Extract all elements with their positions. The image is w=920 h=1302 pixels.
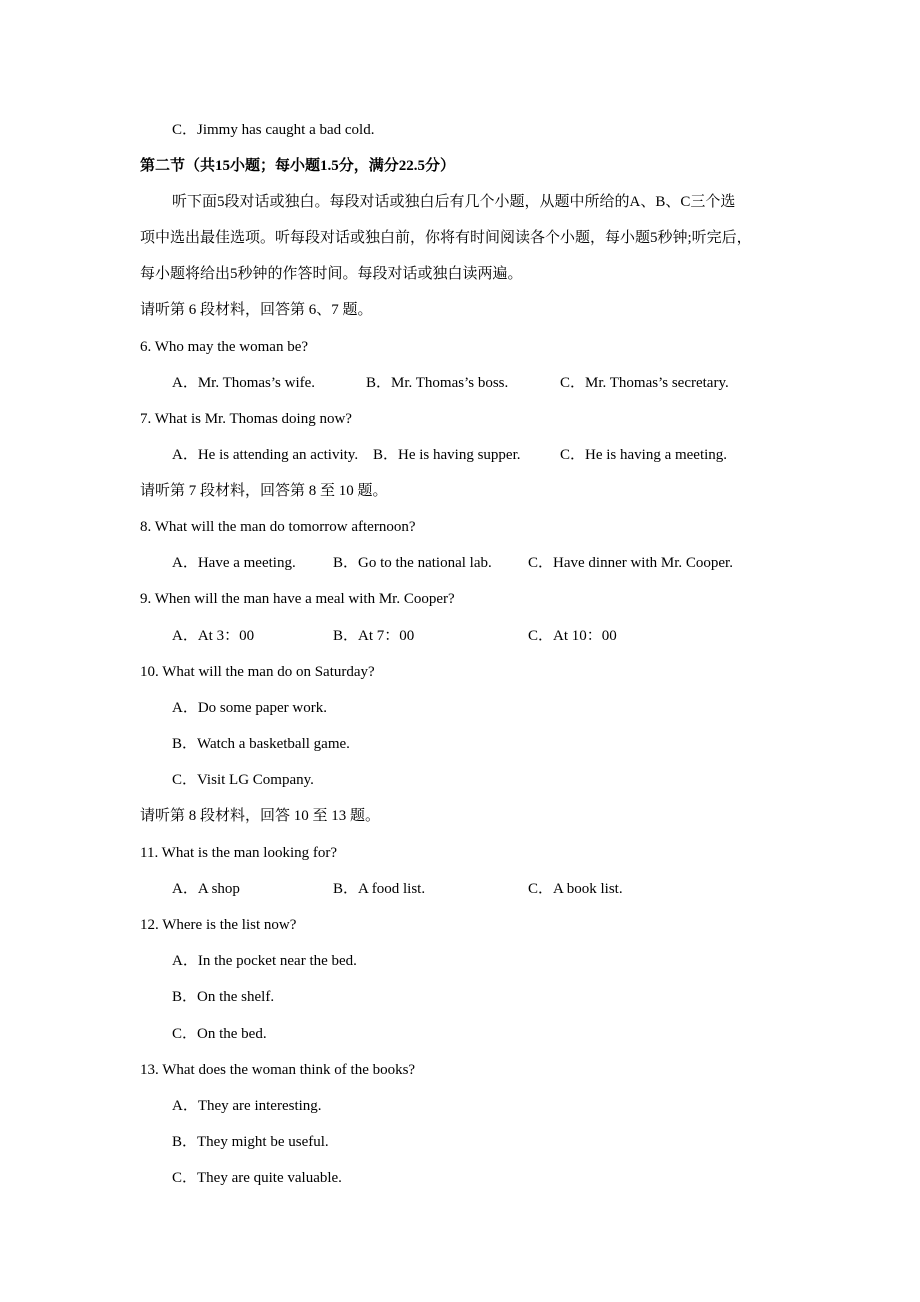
q6-option-b: B．Mr. Thomas’s boss. [366, 375, 509, 391]
q8-question: 8. What will the man do tomorrow afternoon? [140, 519, 416, 535]
q6-question: 6. Who may the woman be? [140, 339, 309, 355]
q7-option-b: B．He is having supper. [373, 447, 521, 463]
material-6-heading: 请听第 6 段材料，回答第 6、7 题。 [140, 302, 373, 318]
q11-options [0, 879, 920, 899]
q8-option-b: B．Go to the national lab. [333, 555, 492, 571]
q12-option-a: A．In the pocket near the bed. [172, 953, 357, 969]
q13-question: 13. What does the woman think of the books? [140, 1062, 416, 1078]
q10-question: 10. What will the man do on Saturday? [140, 664, 375, 680]
q6-options [0, 373, 920, 393]
q7-options [0, 445, 920, 465]
q9-options [0, 626, 920, 646]
q5-option-c: C．Jimmy has caught a bad cold. [172, 122, 375, 138]
material-7-heading: 请听第 7 段材料，回答第 8 至 10 题。 [140, 483, 388, 499]
q13-option-a: A．They are interesting. [172, 1098, 322, 1114]
q10-option-a: A．Do some paper work. [172, 700, 327, 716]
instructions-line-2: 项中选出最佳选项。听每段对话或独白前，你将有时间阅读各个小题，每小题5秒钟;听完后， [140, 230, 752, 246]
q12-option-b: B．On the shelf. [172, 989, 275, 1005]
q11-option-c: C．A book list. [528, 881, 623, 897]
q9-option-a: A．At 3：00 [172, 628, 255, 644]
q8-option-c: C．Have dinner with Mr. Cooper. [528, 555, 733, 571]
q12-option-c: C．On the bed. [172, 1026, 267, 1042]
q11-question: 11. What is the man looking for? [140, 845, 338, 861]
q8-option-a: A．Have a meeting. [172, 555, 296, 571]
material-8-heading: 请听第 8 段材料，回答 10 至 13 题。 [140, 808, 381, 824]
q9-question: 9. When will the man have a meal with Mr. Cooper? [140, 591, 455, 607]
q6-option-c: C．Mr. Thomas’s secretary. [560, 375, 729, 391]
instructions-line-3: 每小题将给出5秒钟的作答时间。每段对话或独白读两遍。 [140, 266, 523, 282]
q7-option-a: A．He is attending an activity. [172, 447, 359, 463]
q13-option-b: B．They might be useful. [172, 1134, 329, 1150]
q9-option-c: C．At 10：00 [528, 628, 617, 644]
instructions-line-1: 听下面5段对话或独白。每段对话或独白后有几个小题，从题中所给的A、B、C三个选 [172, 194, 736, 210]
section-title: 第二节（共15小题；每小题1.5分，满分22.5分） [140, 158, 456, 174]
q9-option-b: B．At 7：00 [333, 628, 415, 644]
q10-option-b: B．Watch a basketball game. [172, 736, 350, 752]
q11-option-a: A．A shop [172, 881, 240, 897]
q13-option-c: C．They are quite valuable. [172, 1170, 342, 1186]
q12-question: 12. Where is the list now? [140, 917, 297, 933]
q6-option-a: A．Mr. Thomas’s wife. [172, 375, 316, 391]
q11-option-b: B．A food list. [333, 881, 426, 897]
q7-option-c: C．He is having a meeting. [560, 447, 728, 463]
q8-options [0, 553, 920, 573]
q10-option-c: C．Visit LG Company. [172, 772, 314, 788]
q7-question: 7. What is Mr. Thomas doing now? [140, 411, 352, 427]
